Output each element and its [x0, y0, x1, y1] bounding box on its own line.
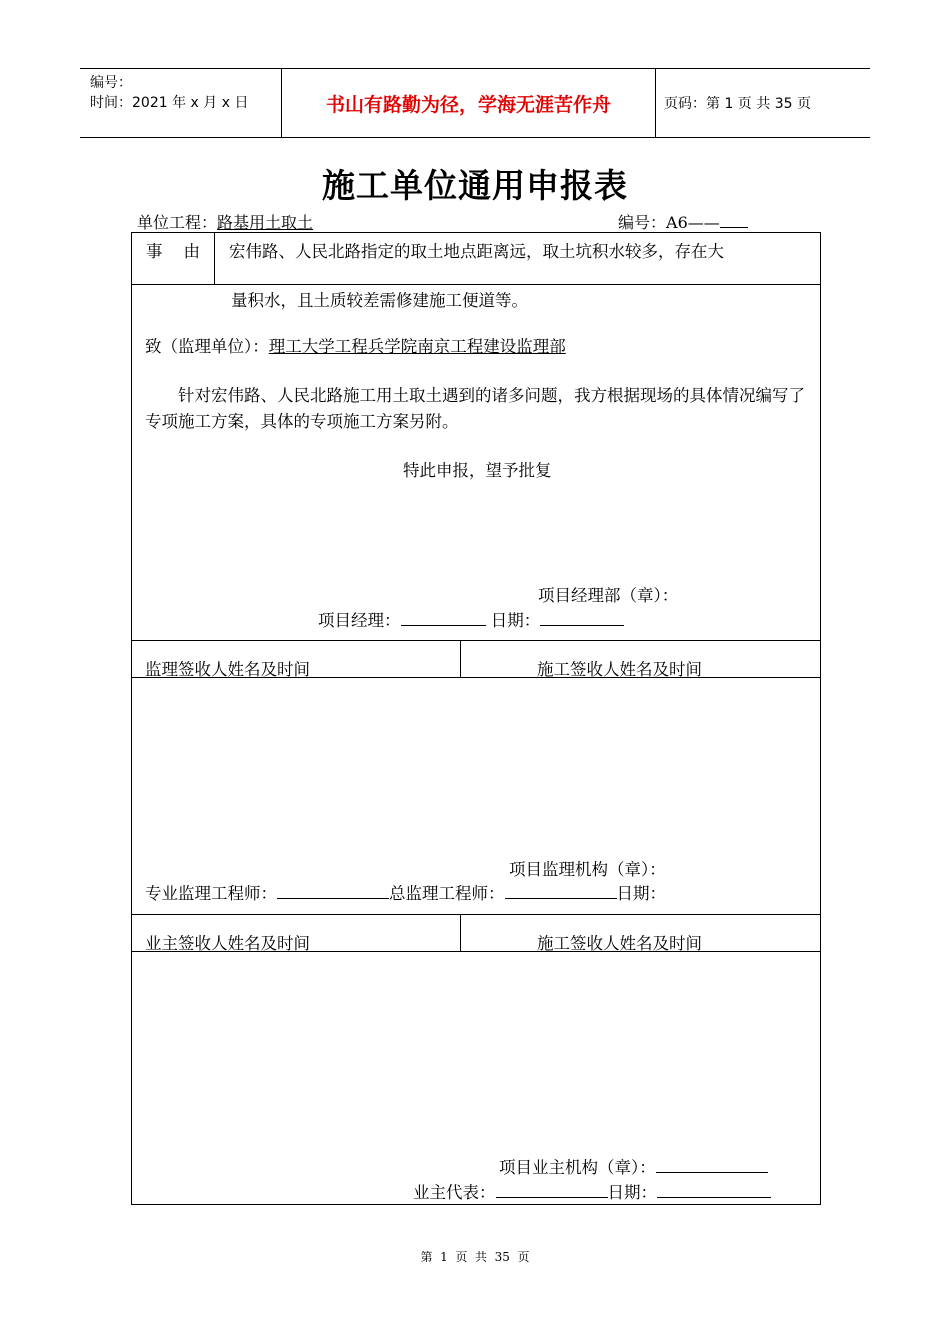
owner-signature-line: [413, 1180, 771, 1206]
reason-label: 事 由: [146, 242, 200, 261]
form-code: [618, 210, 748, 233]
pm-date-label: 日期：: [490, 611, 541, 630]
owner-org-blank: [656, 1172, 768, 1173]
pm-blank: [401, 625, 486, 626]
owner-receiver-label: 业主签收人姓名及时间: [145, 934, 310, 953]
code-label: 编号：: [618, 213, 667, 232]
document-header: [80, 68, 870, 138]
unit-project-label: 单位工程：: [137, 213, 218, 232]
owner-org-label: 项目业主机构（章）：: [499, 1158, 656, 1177]
supervision-date-label: 日期：: [616, 884, 666, 903]
row-divider: [132, 640, 820, 641]
owner-date-label: 日期：: [607, 1183, 657, 1202]
reason-line-1: 宏伟路、人民北路指定的取土地点距离远，取土坑积水较多，存在大: [229, 242, 724, 261]
page-footer: 第 1 页 共 35 页: [420, 1250, 530, 1264]
owner-org-seal: [499, 1155, 768, 1181]
body-paragraph: 针对宏伟路、人民北路施工用土取土遇到的诸多问题，我方根据现场的具体情况编写了专项施工方案，具体的专项施工方案另附。: [145, 386, 805, 431]
construction-receiver-label: 施工签收人姓名及时间: [537, 660, 702, 679]
pm-signature-line: [318, 608, 624, 634]
owner-rep-blank: [496, 1197, 608, 1198]
form-table: [131, 232, 821, 1205]
chief-engineer-blank: [505, 898, 617, 899]
unit-project-value: 路基用土取土: [217, 213, 314, 232]
header-meta: [90, 73, 248, 113]
engineer-blank: [277, 898, 389, 899]
date-line: 时间：2021 年 x 月 x 日: [90, 95, 249, 111]
addressee-label: 致（监理单位）：: [145, 337, 269, 356]
engineer-label: 专业监理工程师：: [145, 884, 277, 903]
page-info: 页码：第 1 页 共 35 页: [664, 96, 811, 112]
owner-date-blank: [657, 1197, 771, 1198]
slogan: 书山有路勤为径，学海无涯苦作舟: [325, 93, 611, 116]
pm-date-blank: [540, 625, 624, 626]
closing-text: 特此申报，望予批复: [403, 461, 552, 480]
supervision-signature-line: [145, 881, 666, 907]
unit-project: [137, 210, 313, 233]
receiver-divider: [460, 914, 461, 951]
code-value: A6——: [666, 213, 720, 232]
reason-line-2: 量积水，且土质较差需修建施工便道等。: [231, 291, 528, 310]
header-divider: [655, 69, 656, 137]
row-divider: [132, 914, 820, 915]
receiver-divider: [460, 640, 461, 677]
code-blank: [720, 227, 748, 228]
chief-engineer-label: 总监理工程师：: [389, 884, 505, 903]
addressee: [145, 334, 566, 360]
supervision-receiver-label: 监理签收人姓名及时间: [145, 660, 310, 679]
number-label: 编号：: [90, 75, 132, 91]
addressee-value: 理工大学工程兵学院南京工程建设监理部: [268, 337, 566, 356]
owner-rep-label: 业主代表：: [413, 1183, 496, 1202]
construction-receiver-label-2: 施工签收人姓名及时间: [537, 934, 702, 953]
supervision-org-seal: 项目监理机构（章）：: [509, 860, 666, 879]
pm-label: 项目经理：: [318, 611, 401, 630]
row-divider: [132, 284, 820, 285]
reason-divider: [214, 233, 215, 284]
pm-dept-seal: 项目经理部（章）：: [538, 586, 679, 605]
form-title: 施工单位通用申报表: [322, 166, 628, 205]
